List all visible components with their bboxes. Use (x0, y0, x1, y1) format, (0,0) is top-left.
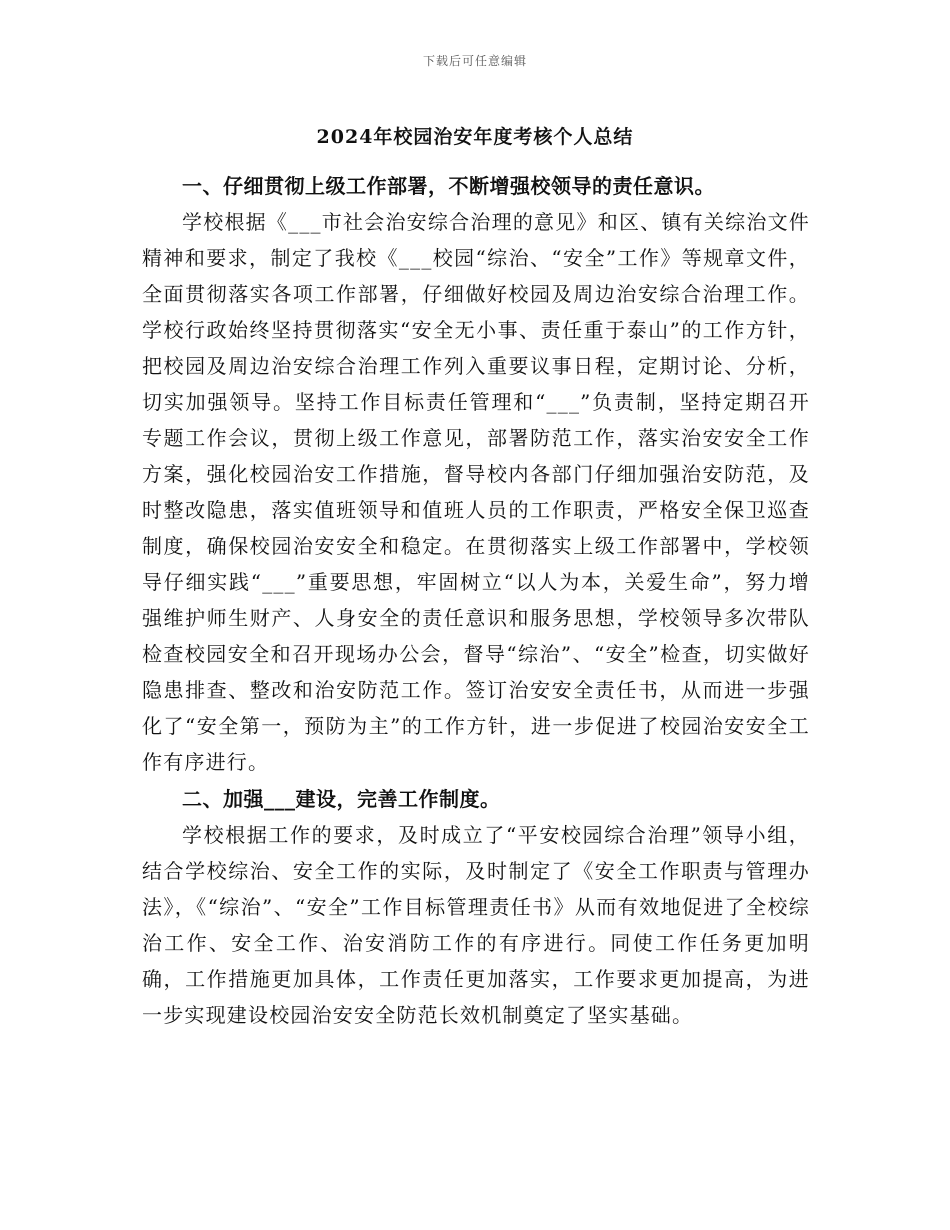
section-heading-2: 二、加强___建设，完善工作制度。 (182, 787, 501, 811)
section-paragraph-1: 学校根据《___市社会治安综合治理的意见》和区、镇有关综治文件精神和要求，制定了我校《___校园“综治、“安全”工作》等规章文件，全面贯彻落实各项工作部署，仔细做好校园及周边治安综合治理工作。学校行政始终坚持贯彻落实“安全无小事、责任重于泰山”的工作方针，把校园及周边治安综合治理工作列入重要议事日程，定期讨论、分析，切实加强领导。坚持工作目标责任管理和“___”负责制，坚持定期召开专题工作会议，贯彻上级工作意见，部署防范工作，落实治安安全工作方案，强化校园治安工作措施，督导校内各部门仔细加强治安防范，及时整改隐患，落实值班领导和值班人员的工作职责，严格安全保卫巡查制度，确保校园治安安全和稳定。在贯彻落实上级工作部署中，学校领导仔细实践“___”重要思想，牢固树立“以人为本，关爱生命”，努力增强维护师生财产、人身安全的责任意识和服务思想，学校领导多次带队检查校园安全和召开现场办公会，督导“综治”、“安全”检查，切实做好隐患排查、整改和治安防范工作。签订治安安全责任书，从而进一步强化了“安全第一，预防为主”的工作方针，进一步促进了校园治安安全工作有序进行。 (142, 210, 810, 774)
section-paragraph-2: 学校根据工作的要求，及时成立了“平安校园综合治理”领导小组，结合学校综治、安全工作的实际，及时制定了《安全工作职责与管理办法》，《“综治”、“安全”工作目标管理责任书》从而有效地促进了全校综治工作、安全工作、治安消防工作的有序进行。同使工作任务更加明确，工作措施更加具体，工作责任更加落实，工作要求更加提高，为进一步实现建设校园治安安全防范长效机制奠定了坚实基础。 (142, 823, 810, 1027)
document-body (142, 168, 810, 1033)
section-heading-1: 一、仔细贯彻上级工作部署，不断增强校领导的责任意识。 (182, 174, 715, 198)
header-note: 下载后可任意编辑 (422, 54, 527, 68)
document-title: 2024年校园治安年度考核个人总结 (316, 126, 634, 148)
